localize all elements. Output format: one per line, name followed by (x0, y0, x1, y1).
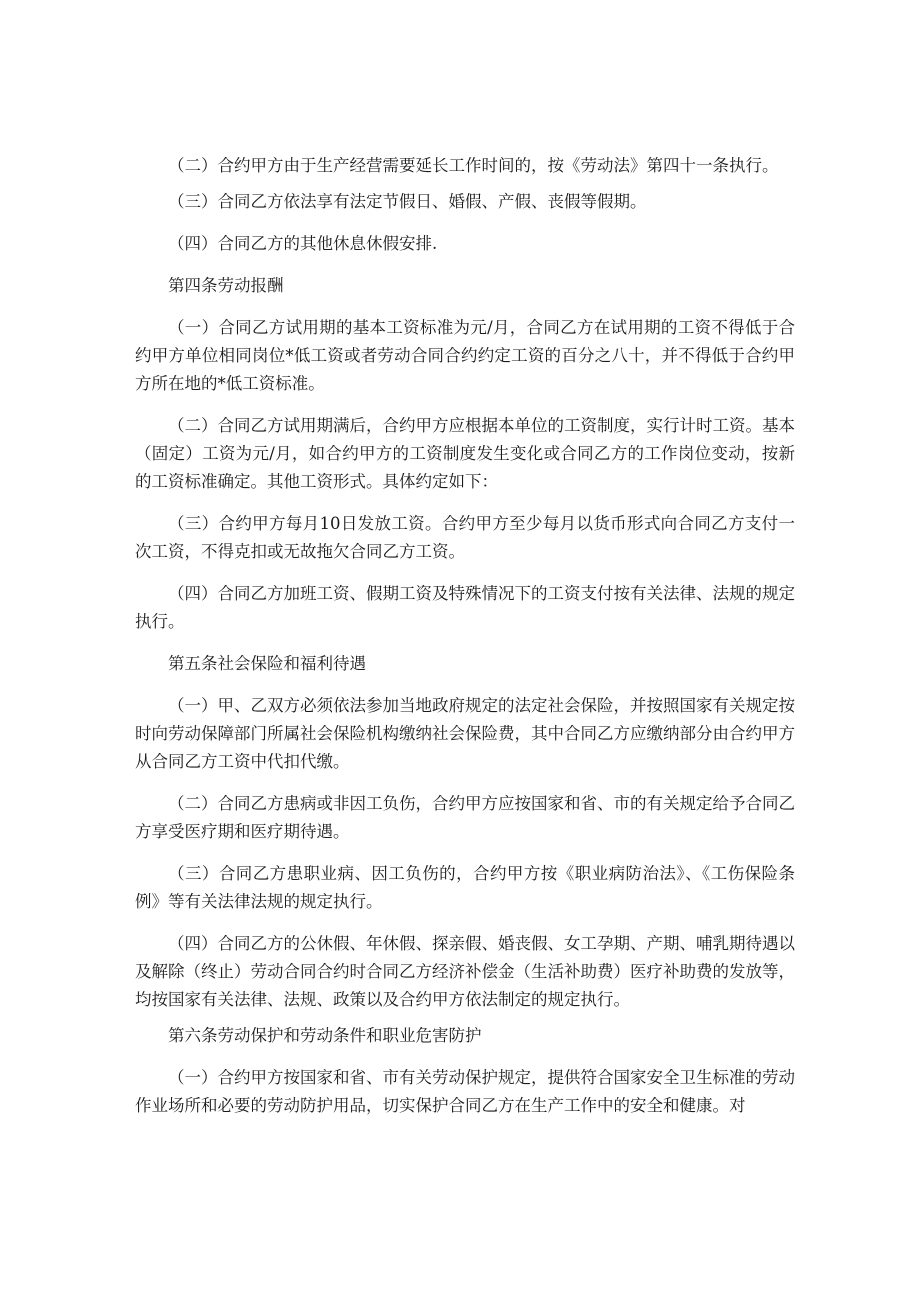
clause-probation-wage: （一）合同乙方试用期的基本工资标准为元/月，合同乙方在试用期的工资不得低于合约甲方单位相同岗位*低工资或者劳动合同合约约定工资的百分之八十，并不得低于合约甲方所在地的*低工资标准。 (135, 318, 795, 393)
clause-overtime: （二）合约甲方由于生产经营需要延长工作时间的，按《劳动法》第四十一条执行。 (168, 156, 779, 175)
clause-occupational-disease: （三）合同乙方患职业病、因工负伤的，合约甲方按《职业病防治法》、《工伤保险条例》等有关法律法规的规定执行。 (135, 864, 795, 911)
article-5-heading: 第五条社会保险和福利待遇 (168, 654, 366, 673)
clause-social-insurance: （一）甲、乙双方必须依法参加当地政府规定的法定社会保险，并按照国家有关规定按时向劳动保障部门所属社会保险机构缴纳社会保险费，其中合同乙方应缴纳部分由合约甲方从合同乙方工资中代扣代缴。 (135, 696, 795, 771)
clause-leave-benefits: （四）合同乙方的公休假、年休假、探亲假、婚丧假、女工孕期、产期、哺乳期待遇以及解除（终止）劳动合同合约时合同乙方经济补偿金（生活补助费）医疗补助费的发放等，均按国家有关法律、法规、政策以及合约甲方依法制定的规定执行。 (135, 934, 795, 1009)
clause-holidays: （三）合同乙方依法享有法定节假日、婚假、产假、丧假等假期。 (168, 192, 647, 211)
article-6-heading: 第六条劳动保护和劳动条件和职业危害防护 (168, 1026, 482, 1045)
clause-labor-protection: （一）合约甲方按国家和省、市有关劳动保护规定，提供符合国家安全卫生标准的劳动作业场所和必要的劳动防护用品，切实保护合同乙方在生产工作中的安全和健康。对 (135, 1068, 795, 1115)
article-4-heading: 第四条劳动报酬 (168, 276, 284, 295)
clause-sick-leave: （二）合同乙方患病或非因工负伤，合约甲方应按国家和省、市的有关规定给予合同乙方享受医疗期和医疗期待遇。 (135, 794, 795, 841)
clause-pay-day: （三）合约甲方每月10日发放工资。合约甲方至少每月以货币形式向合同乙方支付一次工资，不得克扣或无故拖欠合同乙方工资。 (135, 514, 795, 561)
clause-base-wage: （二）合同乙方试用期满后，合约甲方应根据本单位的工资制度，实行计时工资。基本（固定）工资为元/月，如合约甲方的工资制度发生变化或合同乙方的工作岗位变动，按新的工资标准确定。其他工资形式。具体约定如下： (135, 416, 795, 491)
clause-other-rest: （四）合同乙方的其他休息休假安排. (168, 234, 438, 253)
clause-overtime-pay: （四）合同乙方加班工资、假期工资及特殊情况下的工资支付按有关法律、法规的规定执行。 (135, 584, 795, 631)
document-body (135, 152, 795, 1120)
